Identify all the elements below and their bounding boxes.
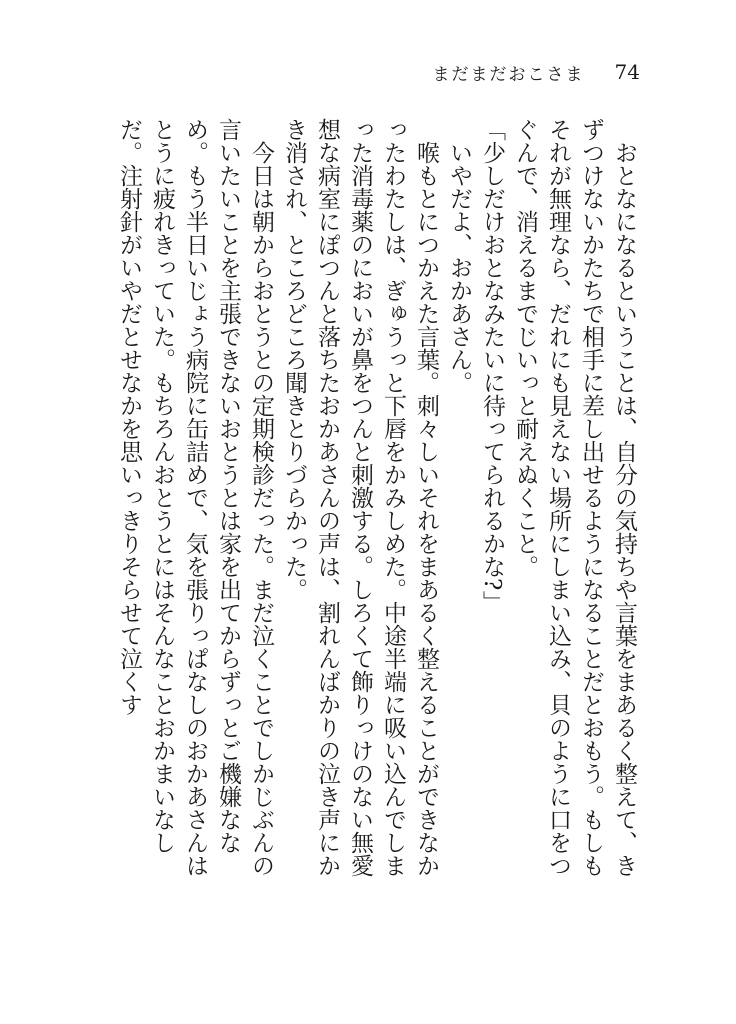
paragraph: いやだよ、おかあさん。 <box>446 141 472 394</box>
page-number: 74 <box>614 60 640 84</box>
running-head <box>433 60 640 84</box>
body-text <box>116 118 640 878</box>
dialogue-line: 「少しだけおとなみたいに待ってられるかな?」 <box>479 118 505 614</box>
paragraph: 喉もとにつかえた言葉。刺々しいそれをまあるく整えることができなかったわたしは、ぎゅうっと下唇をかみしめた。中途半端に吸い込んでしまった消毒薬のにおいが鼻をつんと刺激する。しろくて飾りっけのない無愛想な病室にぽつんと落ちたおかあさんの声は、割れんばかりの泣き声にかき消され、ところどころ聞きとりづらかった。 <box>281 118 439 877</box>
paragraph: おとなになるということは、自分の気持ちや言葉をまあるく整えて、きずつけないかたちで相手に差し出せるようになることだとおもう。もしもそれが無理なら、だれにも見えない場所にしまい込み、貝のように口をつぐんで、消えるまでじいっと耐えぬくこと。 <box>512 118 637 877</box>
paragraph: 今日は朝からおとうとの定期検診だった。まだ泣くことでしかじぶんの言いたいことを主張できないおとうとは家を出てからずっとご機嫌ななめ。もう半日いじょう病院に缶詰めで、気を張りっぱなしのおかあさんはとうに疲れきっていた。もちろんおとうとにはそんなことおかまいなしだ。注射針がいやだとせなかを思いっきりそらせて泣くす <box>116 118 274 877</box>
chapter-title: まだまだおこさま <box>432 64 585 85</box>
